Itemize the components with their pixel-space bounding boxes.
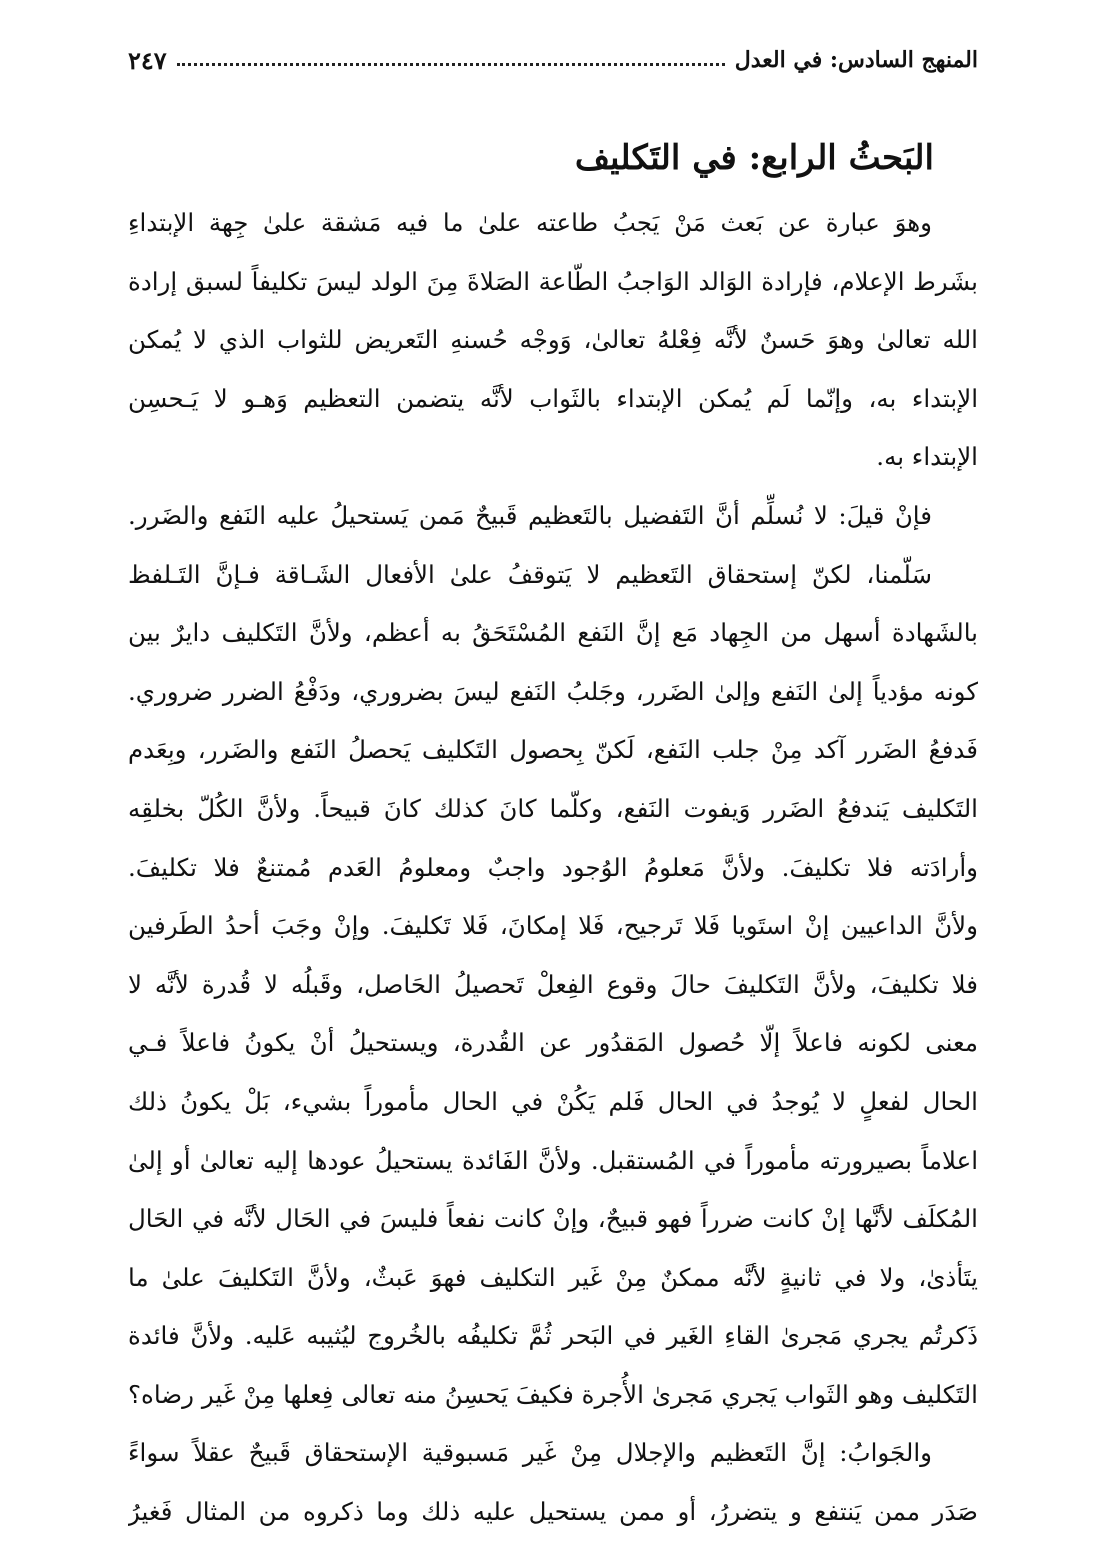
text-line: المُكلَف لأنَّها إنْ كانت ضرراً فهو قبيحٌ، وإنْ كانت نفعاً فليسَ في الحَال لأنَّه في الحَال — [128, 1204, 978, 1234]
text-line: سَلّمنا، لكنّ إستحقاق التَعظيم لا يَتوقفُ علىٰ الأفعال الشَـاقة فـإنَّ التَـلفظ — [128, 559, 932, 589]
text-line: الإبتداء به، وإنّما لَم يُمكن الإبتداء بالثَواب لأنَّه يتضمن التعظيم وَهـو لا يَـحسِن — [128, 383, 978, 413]
text-line: فَدفعُ الضَرر آكد مِنْ جلب النَفع، لَكنّ بِحصول التَكليف يَحصلُ النَفع والضَرر، وبِعَدم — [128, 735, 978, 765]
page-number: ٢٤٧ — [128, 45, 167, 75]
text-line: معنى لكونه فاعلاً إلّا حُصول المَقدُور عن القُدرة، ويستحيلُ أنْ يكونُ فاعلاً فـي — [128, 1028, 978, 1058]
text-line: ذَكرتُم يجري مَجرىٰ القاءِ الغَير في البَحر ثُمَّ تكليفُه بالخُروج ليُثيبه عَليه. ولأنَّ فائدة — [128, 1321, 978, 1351]
text-line: ولأنَّ الداعيين إنْ استَويا فَلا تَرجيح، فَلا إمكانَ، فَلا تَكليفَ. وإنْ وجَبَ أحدُ الطَرفين — [128, 911, 978, 941]
text-line: صَدَر ممن يَنتفع و يتضررُ، أو ممن يستحيل عليه ذلك وما ذكروه من المثال فَغيرُ — [128, 1497, 978, 1527]
text-line: بالشَهادة أسهل من الجِهاد مَع إنَّ النَفع المُسْتَحَقُ به أعظم، ولأنَّ التَكليف دايرٌ بين — [128, 618, 978, 648]
text-line: بشَرط الإعلام، فإرادة الوَالد الوَاجبُ الطّاعة الصَلاةَ مِنَ الولد ليسَ تكليفاً لسبق إرادة — [128, 266, 978, 296]
text-line: الله تعالىٰ وهوَ حَسنٌ لأنَّه فِعْلهُ تعالىٰ، وَوجْه حُسنهِ التَعريض للثواب الذي لا يُمكن — [128, 325, 978, 355]
text-line: يتَأذىٰ، ولا في ثانيةٍ لأنَّه ممكنٌ مِنْ غَير التكليف فهوَ عَبثٌ، ولأنَّ التَكليفَ علىٰ ما — [128, 1262, 978, 1292]
text-line: فلا تكليفَ، ولأنَّ التَكليفَ حالَ وقوع الفِعلْ تَحصيلُ الحَاصل، وقَبلُه لا قُدرة لأنَّه لا — [128, 969, 978, 999]
text-line: والجَوابُ: إنَّ التَعظيم والإجلال مِنْ غَير مَسبوقية الإستحقاق قَبيحٌ عقلاً سواءً — [128, 1438, 932, 1468]
text-line: اعلاماً بصيرورته مأموراً في المُستقبل. ولأنَّ الفَائدة يستحيلُ عودها إليه تعالىٰ أو إلىٰ — [128, 1145, 978, 1175]
dotted-leader — [177, 63, 725, 66]
text-line: الحال لفعلٍ لا يُوجدُ في الحال فَلم يَكُنْ في الحال مأموراً بشيء، بَلْ يكونُ ذلك — [128, 1086, 978, 1116]
running-header — [128, 40, 978, 80]
text-line: التَكليف وهو الثَواب يَجري مَجرىٰ الأُجرة فكيفَ يَحسِنُ منه تعالى فِعلها مِنْ غَير رضاه؟ — [128, 1379, 978, 1409]
text-line: فإنْ قيلَ: لا نُسلِّم أنَّ التَفضيل بالتَعظيم قَبيحٌ مَمن يَستحيلُ عليه النَفع والضَرر. — [128, 500, 932, 530]
chapter-title: المنهج السادس: في العدل — [734, 47, 978, 73]
text-line: الإبتداء به. — [876, 442, 978, 472]
text-line: وهوَ عبارة عن بَعث مَنْ يَجبُ طاعته علىٰ ما فيه مَشقة علىٰ جِهة الإبتداءِ — [128, 208, 932, 237]
body-text — [128, 194, 978, 1542]
text-line: وأرادَته فلا تكليفَ. ولأنَّ مَعلومُ الوُجود واجبٌ ومعلومُ العَدم مُمتنعٌ فلا تكليفَ. — [128, 852, 978, 882]
section-heading: البَحثُ الرابع: في التَكليف — [574, 138, 934, 178]
text-line: كونه مؤدياً إلىٰ النَفع وإلىٰ الضَرر، وجَلبُ النَفع ليسَ بضروري، ودَفْعُ الضرر ضروري. — [128, 676, 978, 706]
text-line: التَكليف يَندفعُ الضَرر وَيفوت النَفع، وكلّما كانَ كذلك كانَ قبيحاً. ولأنَّ الكُلّ بخلقِه — [128, 793, 978, 823]
